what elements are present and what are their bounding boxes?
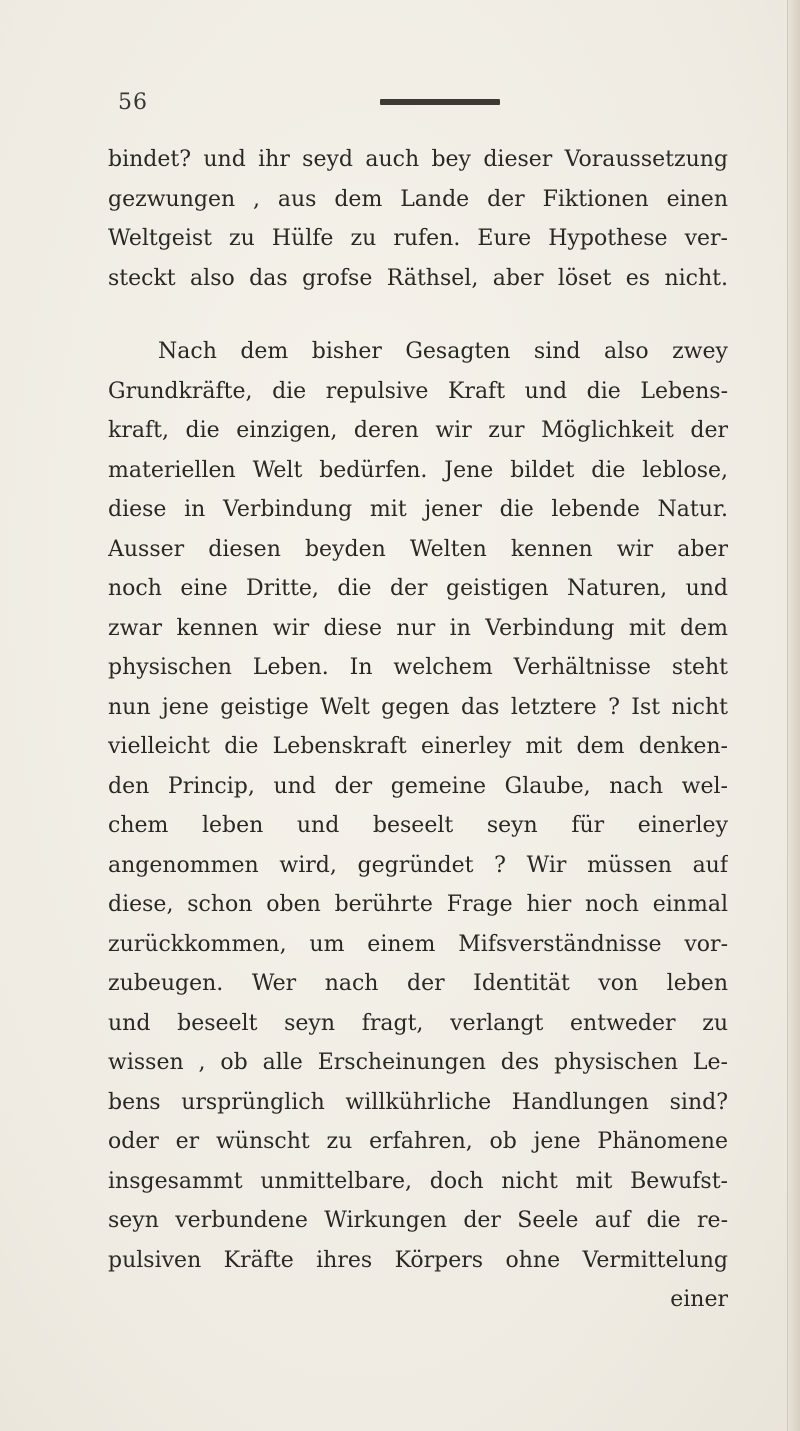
text-line: kraft, die einzigen, deren wir zur Möglichkeit der	[108, 418, 728, 443]
page-number: 56	[118, 90, 148, 115]
body-text	[108, 140, 728, 1320]
text-line: materiellen Welt bedürfen. Jene bildet die leblose,	[108, 457, 728, 483]
text-line: pulsiven Kräfte ihres Körpers ohne Vermittelung	[108, 1247, 728, 1273]
paragraph-2	[108, 332, 728, 1280]
text-line: diese, schon oben berührte Frage hier noch einmal	[108, 892, 728, 917]
text-line: seyn verbundene Wirkungen der Seele auf die re-	[108, 1208, 728, 1233]
header-ornament-rule	[380, 99, 500, 105]
text-line: diese in Verbindung mit jener die lebende Natur.	[108, 497, 728, 522]
text-line: physischen Leben. In welchem Verhältnisse steht	[108, 655, 728, 680]
text-line: chem leben und beseelt seyn für einerley	[108, 813, 728, 838]
paragraph-gap	[108, 298, 728, 332]
text-line: Grundkräfte, die repulsive Kraft und die Lebens-	[108, 378, 728, 404]
text-line: steckt also das grofse Räthsel, aber löset es nicht.	[108, 265, 728, 291]
text-line: zubeugen. Wer nach der Identität von leben	[108, 971, 728, 996]
text-line: gezwungen , aus dem Lande der Fiktionen einen	[108, 186, 728, 212]
page-edge	[787, 0, 800, 1431]
text-line: und beseelt seyn fragt, verlangt entweder zu	[108, 1010, 728, 1036]
text-line: insgesammt unmittelbare, doch nicht mit Bewufst-	[108, 1168, 728, 1194]
page-header	[118, 90, 718, 118]
text-line: zurückkommen, um einem Mifsverständnisse vor-	[108, 931, 728, 957]
text-line: angenommen wird, gegründet ? Wir müssen auf	[108, 852, 728, 878]
text-line: nun jene geistige Welt gegen das letztere ? Ist nicht	[108, 694, 728, 720]
text-line: noch eine Dritte, die der geistigen Naturen, und	[108, 576, 728, 601]
text-line: oder er wünscht zu erfahren, ob jene Phänomene	[108, 1129, 728, 1154]
text-line: vielleicht die Lebenskraft einerley mit dem denken-	[108, 734, 728, 759]
catchword: einer	[670, 1287, 728, 1312]
text-line: bens ursprünglich willkührliche Handlungen sind?	[108, 1089, 728, 1115]
text-line: wissen , ob alle Erscheinungen des physischen Le-	[108, 1050, 728, 1075]
text-line: Weltgeist zu Hülfe zu rufen. Eure Hypothese ver-	[108, 226, 728, 251]
text-line: den Princip, und der gemeine Glaube, nach wel-	[108, 773, 728, 799]
paragraph-1	[108, 140, 728, 298]
text-line: Nach dem bisher Gesagten sind also zwey	[158, 339, 728, 364]
text-line: Ausser diesen beyden Welten kennen wir aber	[108, 536, 728, 562]
text-line: zwar kennen wir diese nur in Verbindung mit dem	[108, 615, 728, 641]
text-line: bindet? und ihr seyd auch bey dieser Voraussetzung	[108, 147, 728, 172]
